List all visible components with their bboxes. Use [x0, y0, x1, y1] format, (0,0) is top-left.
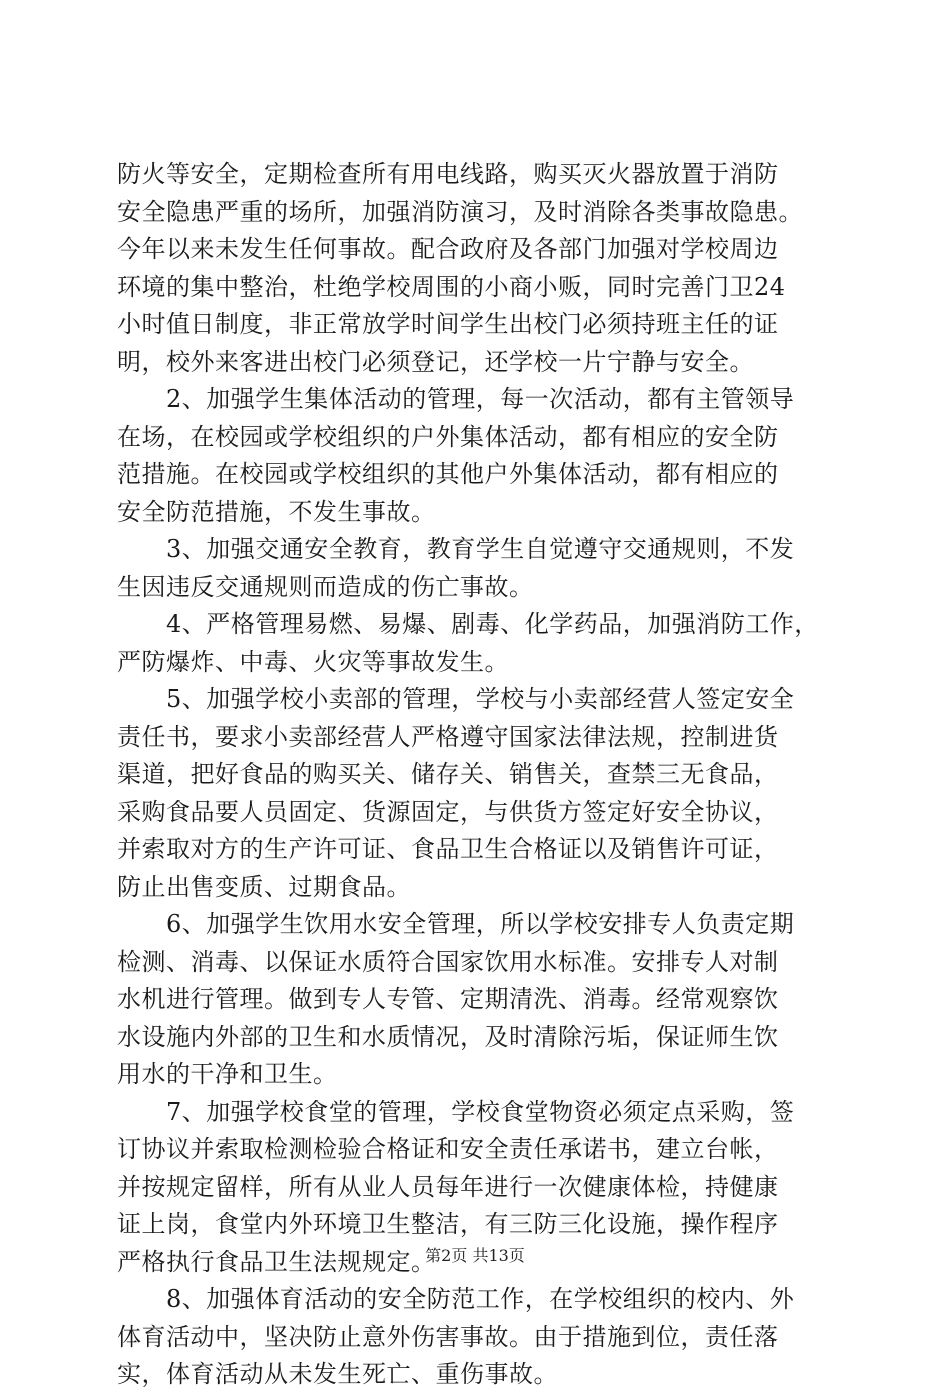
text-line: 小时值日制度，非正常放学时间学生出校门必须持班主任的证: [117, 310, 779, 338]
text-line: 严防爆炸、中毒、火灾等事故发生。: [117, 647, 509, 676]
text-line: 今年以来未发生任何事故。配合政府及各部门加强对学校周边: [117, 235, 779, 263]
text-line: 渠道，把好食品的购买关、储存关、销售关，查禁三无食品，: [117, 760, 779, 788]
text-line: 2、加强学生集体活动的管理，每一次活动，都有主管领导: [117, 385, 795, 413]
text-line: 6、加强学生饮用水安全管理，所以学校安排专人负责定期: [117, 910, 795, 938]
text-line: 水机进行管理。做到专人专管、定期清洗、消毒。经常观察饮: [117, 985, 779, 1013]
text-line: 3、加强交通安全教育，教育学生自觉遵守交通规则，不发: [117, 535, 795, 563]
text-line: 安全隐患严重的场所，加强消防演习，及时消除各类事故隐患。: [117, 197, 803, 226]
page-number-footer: 第2页 共13页: [425, 1246, 525, 1265]
text-line: 订协议并索取检测检验合格证和安全责任承诺书，建立台帐，: [117, 1135, 779, 1163]
text-line: 实，体育活动从未发生死亡、重伤事故。: [117, 1360, 558, 1388]
text-line: 环境的集中整治，杜绝学校周围的小商小贩，同时完善门卫24: [117, 272, 786, 301]
text-line: 防火等安全，定期检查所有用电线路，购买灭火器放置于消防: [117, 160, 779, 188]
document-body: [117, 156, 837, 1394]
text-line: 安全防范措施，不发生事故。: [117, 497, 436, 526]
text-line: 范措施。在校园或学校组织的其他户外集体活动，都有相应的: [117, 460, 779, 488]
text-line: 生因违反交通规则而造成的伤亡事故。: [117, 572, 534, 601]
text-line: 5、加强学校小卖部的管理，学校与小卖部经营人签定安全: [117, 685, 795, 713]
text-line: 证上岗，食堂内外环境卫生整洁，有三防三化设施，操作程序: [117, 1210, 779, 1238]
text-line: 4、严格管理易燃、易爆、剧毒、化学药品，加强消防工作，: [117, 610, 819, 638]
text-line: 明，校外来客进出校门必须登记，还学校一片宁静与安全。: [117, 347, 754, 376]
text-line: 7、加强学校食堂的管理，学校食堂物资必须定点采购，签: [117, 1097, 795, 1126]
text-line: 防止出售变质、过期食品。: [117, 872, 411, 901]
text-line: 责任书，要求小卖部经营人严格遵守国家法律法规，控制进货: [117, 722, 779, 751]
text-line: 在场，在校园或学校组织的户外集体活动，都有相应的安全防: [117, 422, 779, 451]
text-line: 检测、消毒、以保证水质符合国家饮用水标准。安排专人对制: [117, 947, 779, 976]
text-line: 8、加强体育活动的安全防范工作，在学校组织的校内、外: [117, 1285, 795, 1313]
text-line: 水设施内外部的卫生和水质情况，及时清除污垢，保证师生饮: [117, 1022, 779, 1051]
text-line: 体育活动中，坚决防止意外伤害事故。由于措施到位，责任落: [117, 1322, 779, 1351]
text-line: 采购食品要人员固定、货源固定，与供货方签定好安全协议，: [117, 797, 779, 826]
text-line: 并索取对方的生产许可证、食品卫生合格证以及销售许可证，: [117, 835, 779, 863]
text-line: 严格执行食品卫生法规规定。: [117, 1247, 436, 1276]
text-line: 并按规定留样，所有从业人员每年进行一次健康体检，持健康: [117, 1172, 779, 1201]
text-line: 用水的干净和卫生。: [117, 1060, 338, 1088]
